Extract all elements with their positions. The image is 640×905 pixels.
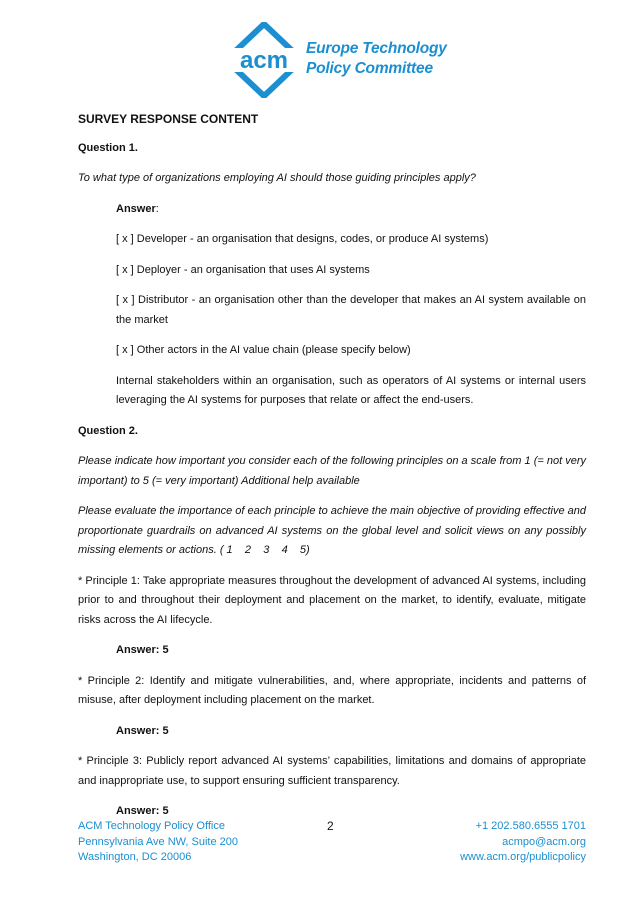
question-1-text: To what type of organizations employing AI should those guiding principles apply? (78, 172, 476, 184)
page-number: 2 (327, 819, 334, 833)
logo-line-2: Policy Committee (306, 60, 433, 77)
document-body (78, 110, 590, 833)
question-2-instruction: Please evaluate the importance of each principle to achieve the main objective of providing effective and proportionate guardrails on advanced AI systems on the global level and solicit views on any possibly missing elements or actions. ( 1 2 3 4 5) (78, 505, 590, 556)
option-deployer: [ x ] Deployer - an organisation that uses AI systems (116, 263, 370, 276)
acm-logo (222, 22, 452, 98)
footer-phone: +1 202.580.6555 1701 (475, 820, 586, 832)
question-1-answer-block (78, 200, 586, 411)
answer-label: Answer (116, 202, 156, 215)
logo-line-1: Europe Technology (306, 40, 447, 57)
acm-diamond-logo-icon (222, 22, 306, 98)
logo-wordmark (306, 39, 447, 79)
footer-city: Washington, DC 20006 (78, 851, 192, 863)
acm-mark-text: acm (239, 47, 289, 74)
principle-3-answer: Answer: 5 (116, 805, 169, 817)
other-actors-specification: Internal stakeholders within an organisation, such as operators of AI systems or internal users leveraging the AI systems for purposes that relate or affect the end-users. (116, 374, 586, 406)
principle-2-answer: Answer: 5 (116, 724, 169, 737)
footer-email-link[interactable]: acmpo@acm.org (502, 835, 586, 848)
principle-1-text: * Principle 1: Take appropriate measures throughout the development of advanced AI systems, including prior to and throughout their deployment and placement on the market, to identify, evaluate, mitigate risks across the AI lifecycle. (78, 574, 586, 626)
page-footer (78, 819, 586, 867)
principle-3-text: * Principle 3: Publicly report advanced AI systems’ capabilities, limitations and domains of appropriate and inappropriate use, to support ensuring sufficient transparency. (78, 755, 586, 787)
footer-street: Pennsylvania Ave NW, Suite 200 (78, 835, 239, 848)
section-heading: SURVEY RESPONSE CONTENT (78, 112, 259, 126)
answer-heading: Answer: (116, 202, 159, 215)
footer-contact (460, 819, 586, 866)
question-1-label: Question 1. (78, 141, 138, 154)
principle-1-answer: Answer: 5 (116, 644, 169, 656)
principle-2-text: * Principle 2: Identify and mitigate vulnerabilities, and, where appropriate, incidents and patterns of misuse, after deployment including placement on the market. (78, 674, 586, 706)
footer-website-link[interactable]: www.acm.org/publicpolicy (460, 851, 586, 863)
option-developer: [ x ] Developer - an organisation that designs, codes, or produce AI systems) (116, 233, 489, 245)
question-2-text: Please indicate how important you consider each of the following principles on a scale from 1 (= not very important) to 5 (= very important) Additional help available (78, 455, 586, 487)
footer-address (78, 819, 238, 866)
option-distributor: [ x ] Distributor - an organisation other than the developer that makes an AI system available on the market (116, 294, 586, 326)
question-2-label: Question 2. (78, 424, 138, 437)
footer-office: ACM Technology Policy Office (78, 820, 225, 832)
option-other-actors: [ x ] Other actors in the AI value chain (please specify below) (116, 344, 411, 356)
